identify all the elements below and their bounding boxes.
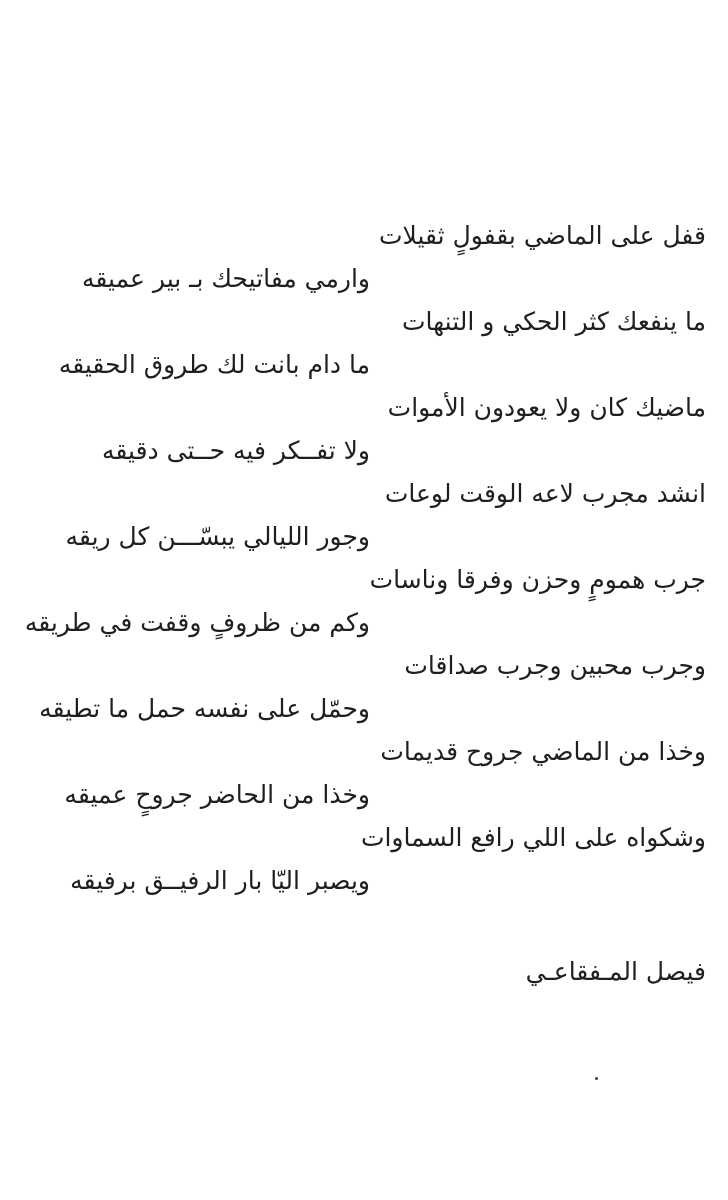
poem-line-15: وشكواه على اللي رافع السماوات [360,823,706,852]
poem-line-13: وخذا من الماضي جروح قديمات [380,737,706,766]
poem-line-1: قفل على الماضي بقفولٍ ثقيلات [379,221,706,250]
poem-line-7: انشد مجرب لاعه الوقت لوعات [384,479,706,508]
poem-line-6: ولا تفــكر فيه حــتى دقيقه [101,436,370,465]
poem-line-16: ويصبر اليّا بار الرفيــق برفيقه [70,866,370,895]
poem-line-4: ما دام بانت لك طروق الحقيقه [58,350,370,379]
poem-line-8: وجور الليالي يبسّـــن كل ريقه [65,522,370,551]
poem-line-10: وكم من ظروفٍ وقفت في طريقه [24,608,370,637]
poem-line-12: وحمّل على نفسه حمل ما تطيقه [39,694,370,723]
poem-line-9: جرب همومٍ وحزن وفرقا وناسات [369,565,706,594]
poem-line-3: ما ينفعك كثر الحكي و التنهات [401,307,706,336]
poem-line-14: وخذا من الحاضر جروحٍ عميقه [64,780,370,809]
poem-line-2: وارمي مفاتيحك بـ بير عميقه [81,264,370,293]
poem-line-5: ماضيك كان ولا يعودون الأموات [387,393,706,422]
stray-dot [595,1077,598,1080]
poet-signature: فيصل المـفقاعـي [525,957,706,986]
poem-line-11: وجرب محبين وجرب صداقات [404,651,706,680]
